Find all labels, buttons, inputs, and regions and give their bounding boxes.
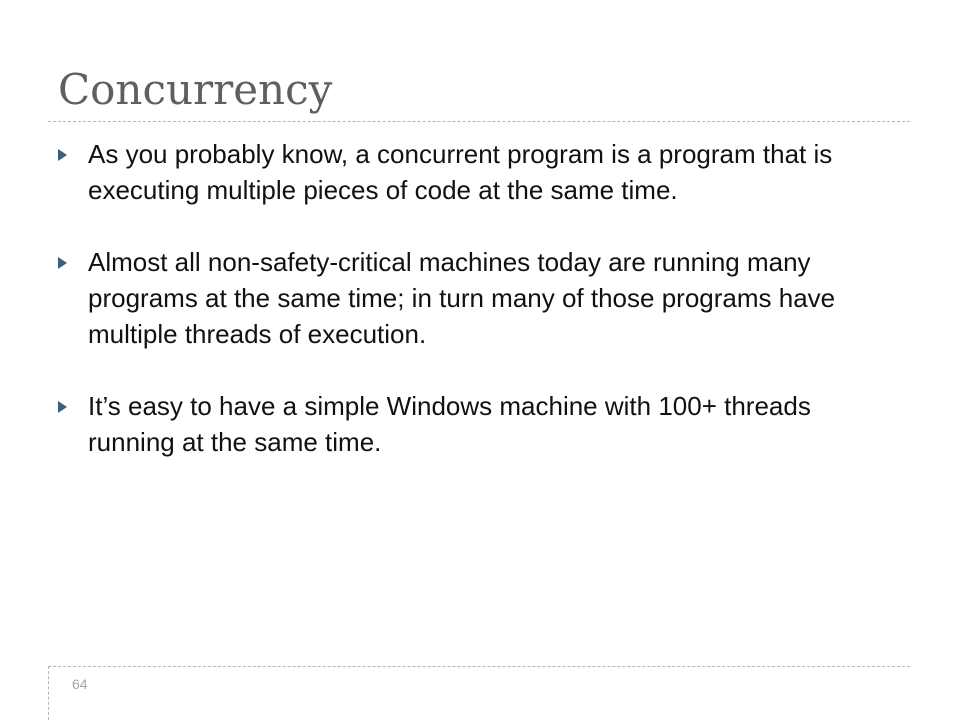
triangle-bullet-icon	[58, 149, 67, 161]
page-number: 64	[72, 676, 88, 692]
bullet-item	[58, 244, 888, 352]
triangle-bullet-icon	[58, 401, 67, 413]
bullet-list	[58, 136, 888, 496]
bullet-item	[58, 388, 888, 460]
footer-divider	[48, 666, 910, 667]
bullet-text: It’s easy to have a simple Windows machine with 100+ threads running at the same time.	[88, 391, 811, 457]
bullet-item	[58, 136, 888, 208]
bullet-text: As you probably know, a concurrent program is a program that is executing multiple pieces of code at the same time.	[88, 139, 833, 205]
title-divider	[48, 121, 910, 122]
bullet-text: Almost all non-safety-critical machines today are running many programs at the same time; in turn many of those programs have multiple threads of execution.	[88, 247, 836, 349]
slide-title: Concurrency	[58, 65, 333, 114]
triangle-bullet-icon	[58, 257, 67, 269]
footer-side-line	[48, 666, 49, 720]
